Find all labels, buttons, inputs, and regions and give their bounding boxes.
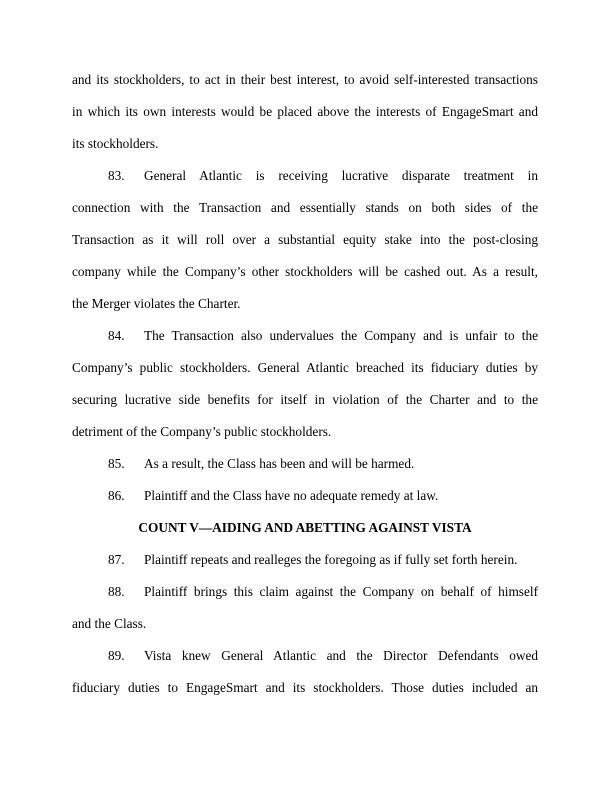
text-line: fiduciary duties to EngageSmart and its stockholders. Those duties included an	[72, 680, 538, 695]
paragraph-87: 87. Plaintiff repeats and realleges the foregoing as if fully set forth herein.	[108, 552, 518, 567]
text-line: and its stockholders, to act in their best interest, to avoid self-interested transactions	[72, 72, 538, 87]
paragraph-number: 89.	[108, 648, 125, 663]
paragraph-number: 85.	[108, 456, 125, 471]
paragraph-number: 87.	[108, 552, 125, 567]
text-line: detriment of the Company’s public stockholders.	[72, 424, 332, 439]
paragraph-84-first-line: 84. The Transaction also undervalues the Company and is unfair to the	[108, 328, 538, 343]
paragraph-number: 88.	[108, 584, 125, 599]
text-line: and the Class.	[72, 616, 147, 631]
section-heading: COUNT V—AIDING AND ABETTING AGAINST VISTA	[138, 520, 472, 535]
text-line: the Merger violates the Charter.	[72, 296, 241, 311]
text-line: company while the Company’s other stockholders will be cashed out. As a result,	[72, 264, 538, 279]
text-line: its stockholders.	[72, 136, 159, 151]
text-line: securing lucrative side benefits for itself in violation of the Charter and to the	[72, 392, 538, 407]
paragraph-number: 86.	[108, 488, 125, 503]
paragraph-83-first-line: 83. General Atlantic is receiving lucrative disparate treatment in	[108, 168, 538, 183]
paragraph-88-first-line: 88. Plaintiff brings this claim against the Company on behalf of himself	[108, 584, 538, 599]
text-line: in which its own interests would be placed above the interests of EngageSmart and	[72, 104, 538, 119]
paragraph-number: 84.	[108, 328, 125, 343]
paragraph-85: 85. As a result, the Class has been and will be harmed.	[108, 456, 415, 471]
text-line: Company’s public stockholders. General Atlantic breached its fiduciary duties by	[72, 360, 538, 375]
paragraph-86: 86. Plaintiff and the Class have no adequate remedy at law.	[108, 488, 439, 503]
text-line: Transaction as it will roll over a substantial equity stake into the post-closing	[72, 232, 538, 247]
text-line: connection with the Transaction and essentially stands on both sides of the	[72, 200, 538, 215]
paragraph-number: 83.	[108, 168, 125, 183]
paragraph-89-first-line: 89. Vista knew General Atlantic and the Director Defendants owed	[108, 648, 538, 663]
